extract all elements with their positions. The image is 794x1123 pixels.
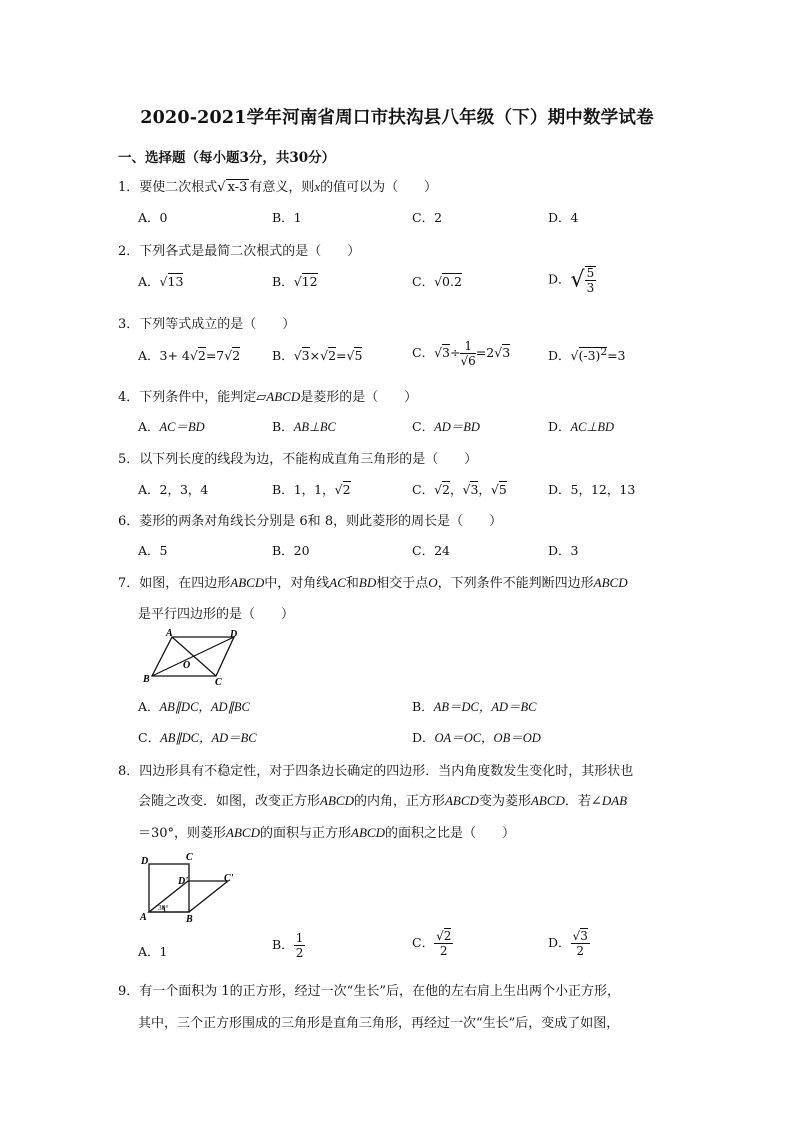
option-text: 2，3，4 <box>159 482 209 497</box>
option-c: C． $\frac{√2}{2}$ <box>412 929 452 958</box>
option-a <box>138 480 208 498</box>
question-number: 4． <box>118 390 140 405</box>
option-label: A． <box>138 419 160 434</box>
radicand: 3 <box>502 345 511 360</box>
exponent: 2 <box>600 346 608 358</box>
variable: ABCD <box>320 793 354 808</box>
expr-part: = <box>336 348 347 363</box>
denominator: 2 <box>295 946 304 960</box>
option-c: C．24 <box>412 543 450 558</box>
question-number: 5． <box>118 452 140 467</box>
option-b <box>272 932 305 959</box>
option-a <box>138 697 250 715</box>
option-d: D．$√(-3)^2=3$ <box>548 346 626 364</box>
variable: ABCD <box>351 825 385 840</box>
option-label: A． <box>138 482 160 497</box>
option-d <box>548 417 614 435</box>
option-label: C． <box>412 419 435 434</box>
option-text: 1 <box>159 944 168 959</box>
radicand: (-3) <box>578 348 601 364</box>
label-d-prime: D' <box>178 876 188 887</box>
option-b: B．√3×√2=√5 <box>272 348 363 363</box>
variable: ABCD <box>530 793 565 808</box>
question-number: 1． <box>118 180 140 195</box>
question-text: 的值可以为（ ） <box>320 180 438 195</box>
question-text: ，下列条件不能判断四边形 <box>437 576 594 591</box>
variable: BD <box>358 575 377 590</box>
radicand: 2 <box>442 482 450 497</box>
option-expr: AC⊥BD <box>570 420 615 434</box>
option-b: B．1，1，√2 <box>272 482 351 497</box>
expr-part: ÷ <box>450 345 461 360</box>
question-9 <box>118 980 620 999</box>
question-number: 9． <box>118 984 140 999</box>
numerator: 3 <box>580 929 588 943</box>
radicand: 2 <box>197 348 206 363</box>
question-4 <box>118 386 417 405</box>
denominator: 2 <box>576 944 584 958</box>
question-number: 2． <box>118 244 140 259</box>
question-9-line-2: 其中，三个正方形围成的三角形是直角三角形，再经过一次“生长”后，变成了如图， <box>138 1016 620 1031</box>
question-8 <box>118 760 633 779</box>
numerator: 1 <box>460 340 475 354</box>
option-expr: AB＝DC，AD＝BC <box>433 700 537 714</box>
label-a: A <box>140 912 147 922</box>
option-label: D． <box>548 419 571 434</box>
label-c: C <box>215 677 222 686</box>
variable: ABCD <box>266 389 301 404</box>
denominator: 6 <box>468 354 476 368</box>
option-d: D．4 <box>548 210 579 225</box>
option-text: 5，12，13 <box>570 482 636 497</box>
radicand: 2 <box>232 348 241 363</box>
variable: ABCD <box>230 575 265 590</box>
option-b <box>412 697 536 715</box>
option-label: D． <box>548 271 571 287</box>
option-label: A． <box>138 274 160 289</box>
radicand: 2 <box>328 348 337 363</box>
page-title: 2020-2021学年河南省周口市扶沟县八年级（下）期中数学试卷 <box>140 108 654 128</box>
option-expr: AD＝BD <box>434 420 480 434</box>
question-1 <box>118 176 437 195</box>
radicand: 13 <box>167 274 184 289</box>
option-expr: AC＝BD <box>159 420 205 434</box>
option-label: B． <box>272 274 294 289</box>
label-c-prime: C' <box>224 873 234 884</box>
option-text: 1，1， <box>293 482 335 497</box>
question-2 <box>118 240 360 259</box>
radicand: 3 <box>301 348 310 363</box>
diagonal-bd <box>152 637 234 676</box>
variable: ABCD <box>444 793 479 808</box>
section-heading: 一、选择题（每小题3分，共30分） <box>118 150 336 166</box>
option-label: D． <box>548 482 571 497</box>
option-c: C．2 <box>412 210 443 225</box>
variable: ABCD <box>226 825 260 840</box>
question-text: 以下列长度的线段为边，不能构成直角三角形的是（ ） <box>139 452 478 467</box>
label-d: D <box>141 856 149 867</box>
question-text: 如图，在四边形 <box>139 576 231 591</box>
option-b: B．√12 <box>272 274 318 289</box>
option-label: B． <box>272 482 294 497</box>
option-label: D． <box>548 935 571 950</box>
expr-part: × <box>309 348 321 363</box>
variable: AC <box>329 575 346 590</box>
option-label: D． <box>548 348 571 364</box>
square-rhombus-figure <box>138 850 240 922</box>
option-a <box>138 417 205 435</box>
question-8-line-2 <box>138 790 627 809</box>
option-d <box>412 728 541 746</box>
question-text: 是菱形的是（ ） <box>300 390 418 405</box>
question-text: 会随之改变．如图，改变正方形 <box>138 794 321 809</box>
question-text: 有意义，则 <box>249 180 315 195</box>
question-text: 的面积之比是（ ） <box>384 826 515 841</box>
option-d <box>548 480 635 498</box>
question-number: 6． <box>118 514 140 529</box>
question-text: ＝30°，则菱形 <box>138 826 227 841</box>
option-label: B． <box>272 348 294 363</box>
option-a: A．√13 <box>138 274 184 289</box>
variable: ABCD <box>593 575 628 590</box>
label-d: D <box>230 629 238 640</box>
question-8-line-3 <box>138 822 515 841</box>
option-label: A． <box>138 348 160 363</box>
question-number: 7． <box>118 576 140 591</box>
option-a: A．0 <box>138 210 168 225</box>
option-c: C．√0.2 <box>412 274 462 289</box>
angle-label: 30° <box>158 903 169 912</box>
expr-part: =7 <box>205 348 225 363</box>
radicand: x-3 <box>227 180 248 195</box>
question-7-line-2: 是平行四边形的是（ ） <box>138 607 295 622</box>
option-b: B．1 <box>272 210 302 225</box>
option-label: C． <box>412 345 435 360</box>
question-text: 中，对角线 <box>264 576 330 591</box>
option-label: C． <box>412 274 435 289</box>
radicand: 0.2 <box>442 274 462 289</box>
option-a: A．5 <box>138 543 168 558</box>
option-a: A．3+ 4√2=7√2 <box>138 348 241 363</box>
denominator: 3 <box>586 281 595 295</box>
parallelogram-figure <box>138 628 256 686</box>
question-text: 有一个面积为 1的正方形，经过一次“生长”后，在他的左右肩上生出两个小正方形， <box>139 984 620 999</box>
variable: x <box>314 179 321 194</box>
option-label: B． <box>272 419 294 434</box>
expr-part: =2 <box>475 345 495 360</box>
option-expr: AB⊥BC <box>293 420 336 434</box>
expr-part: 3+ 4 <box>159 348 190 363</box>
question-text: 下列等式成立的是（ ） <box>139 317 296 332</box>
option-label: C． <box>138 730 161 745</box>
numerator: 5 <box>586 266 595 280</box>
radicand: 3 <box>470 482 479 497</box>
option-label: D． <box>412 730 435 745</box>
numerator: 1 <box>295 931 304 945</box>
denominator: 2 <box>439 944 448 958</box>
question-text: 的面积与正方形 <box>260 826 352 841</box>
option-d: D．3 <box>548 543 579 558</box>
option-c <box>138 728 257 746</box>
label-b: B <box>143 674 150 685</box>
option-label: B． <box>412 699 434 714</box>
question-text: 要使二次根式 <box>139 180 218 195</box>
question-3 <box>118 313 295 332</box>
question-text: 菱形的两条对角线长分别是 6和 8，则此菱形的周长是（ ） <box>139 514 503 529</box>
label-b: B <box>186 914 193 922</box>
option-b <box>272 417 336 435</box>
radicand: 2 <box>342 482 351 497</box>
question-text: 相交于点 <box>376 576 429 591</box>
option-d: D． $\frac{√3}{2}$ <box>548 929 588 958</box>
option-expr: OA＝OC，OB＝OD <box>434 731 541 745</box>
numerator: 2 <box>443 929 452 943</box>
option-c: C．√3÷ $\frac{1}{√6}$ =2√3 <box>412 339 511 368</box>
variable: DAB <box>601 793 628 808</box>
question-text: 和 <box>345 576 359 591</box>
label-o: O <box>183 660 191 671</box>
radicand: 12 <box>301 274 318 289</box>
option-label: A． <box>138 699 160 714</box>
question-text: 变为菱形 <box>478 794 531 809</box>
option-expr: AB∥DC，AD∥BC <box>159 700 250 714</box>
expr-part: =3 <box>607 348 626 364</box>
square-abcd <box>149 864 189 912</box>
question-text: ．若∠ <box>564 794 602 809</box>
option-label: B． <box>272 937 294 952</box>
variable: O <box>428 575 438 590</box>
question-7 <box>118 572 628 591</box>
radicand: 5 <box>498 482 507 497</box>
radicand: 5 <box>354 348 363 363</box>
question-text: 的内角，正方形 <box>353 794 445 809</box>
option-c <box>412 417 480 435</box>
option-c: C．√2，√3，√5 <box>412 482 507 497</box>
question-number: 3． <box>118 317 140 332</box>
option-d: D．√ $\frac{5}{3}$ <box>548 266 595 295</box>
option-label: C． <box>412 482 435 497</box>
option-expr: AB∥DC，AD＝BC <box>160 731 257 745</box>
option-label: C． <box>412 935 435 950</box>
question-text: 下列条件中，能判定▱ <box>139 390 267 405</box>
option-a <box>138 942 167 960</box>
radicand: 3 <box>442 345 450 360</box>
label-a: A <box>166 628 173 639</box>
question-5 <box>118 448 477 467</box>
label-c: C <box>186 852 193 863</box>
option-label: A． <box>138 944 160 959</box>
question-text: 下列各式是最简二次根式的是（ ） <box>139 244 361 259</box>
option-b: B．20 <box>272 543 310 558</box>
question-number: 8． <box>118 764 140 779</box>
question-6 <box>118 510 502 529</box>
sqrt-symbol: √ x-3 <box>217 180 248 195</box>
question-text: 四边形具有不稳定性，对于四条边长确定的四边形．当内角度数发生变化时，其形状也 <box>139 764 634 779</box>
